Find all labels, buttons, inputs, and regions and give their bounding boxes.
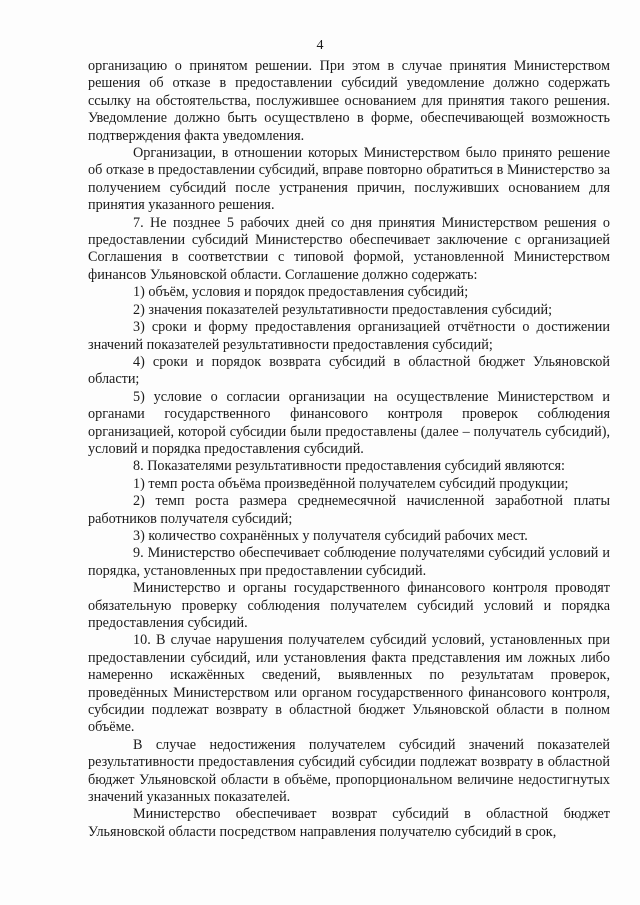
paragraph-clause-7: 7. Не позднее 5 рабочих дней со дня принятия Министерством решения о предоставлении субсидий Министерство обеспечивает заключение с организацией Соглашения в соответствии с типовой формой, установленной Министерством финансов Ульяновской области. Соглашение должно содержать: (88, 214, 610, 283)
list-item: 1) объём, условия и порядок предоставления субсидий; (133, 284, 469, 301)
paragraph: Министерство обеспечивает возврат субсидий в областной бюджет Ульяновской области посредством направления получателю субсидий в срок, (88, 806, 610, 840)
paragraph-clause-8: 8. Показателями результативности предоставления субсидий являются: (133, 458, 565, 475)
list-item: 2) темп роста размера среднемесячной начисленной заработной платы работников получателя субсидий; (88, 493, 610, 527)
list-item: 4) сроки и порядок возврата субсидий в областной бюджет Ульяновской области; (88, 353, 610, 388)
paragraph: Министерство и органы государственного финансового контроля проводят обязательную проверку соблюдения получателем субсидий условий и порядка предоставления субсидий. (88, 580, 610, 631)
paragraph-clause-9: 9. Министерство обеспечивает соблюдение получателями субсидий условий и порядка, установленных при предоставлении субсидий. (88, 545, 610, 579)
paragraph: В случае недостижения получателем субсидий значений показателей результативности предоставления субсидий субсидии подлежат возврату в областной бюджет Ульяновской области в объёме, пропорциональном величине недостигнутых значений указанных показателей. (88, 736, 610, 806)
list-item: 3) сроки и форму предоставления организацией отчётности о достижении значений показателей результативности предоставления субсидий; (88, 319, 610, 353)
list-item: 3) количество сохранённых у получателя субсидий рабочих мест. (133, 527, 528, 544)
list-item: 1) темп роста объёма произведённой получателем субсидий продукции; (133, 475, 569, 492)
page-number: 4 (316, 38, 324, 53)
paragraph: организацию о принятом решении. При этом в случае принятия Министерством решения об отказе в предоставлении субсидий уведомление должно содержать ссылку на обстоятельства, послужившее основанием для принятия такого решения. Уведомление должно быть осуществлено в форме, обеспечивающей возможность подтверждения факта уведомления. (88, 58, 610, 144)
document-body (88, 58, 610, 841)
paragraph-clause-10: 10. В случае нарушения получателем субсидий условий, установленных при предоставлении субсидий, или установления факта представления им ложных либо намеренно искажённых сведений, выявленных по результатам проверок, проведённых Министерством или органом государственного финансового контроля, субсидии подлежат возврату в областной бюджет Ульяновской области в полном объёме. (88, 632, 610, 736)
list-item: 5) условие о согласии организации на осуществление Министерством и органами государственного финансового контроля проверок соблюдения организацией, которой субсидии были предоставлены (далее – получатель субсидий), условий и порядка предоставления субсидий. (88, 388, 610, 457)
list-item: 2) значения показателей результативности предоставления субсидий; (133, 301, 553, 318)
paragraph: Организации, в отношении которых Министерством было принято решение об отказе в предоставлении субсидий, вправе повторно обратиться в Министерство за получением субсидий после устранения причин, послуживших основанием для принятия указанного решения. (88, 145, 610, 214)
